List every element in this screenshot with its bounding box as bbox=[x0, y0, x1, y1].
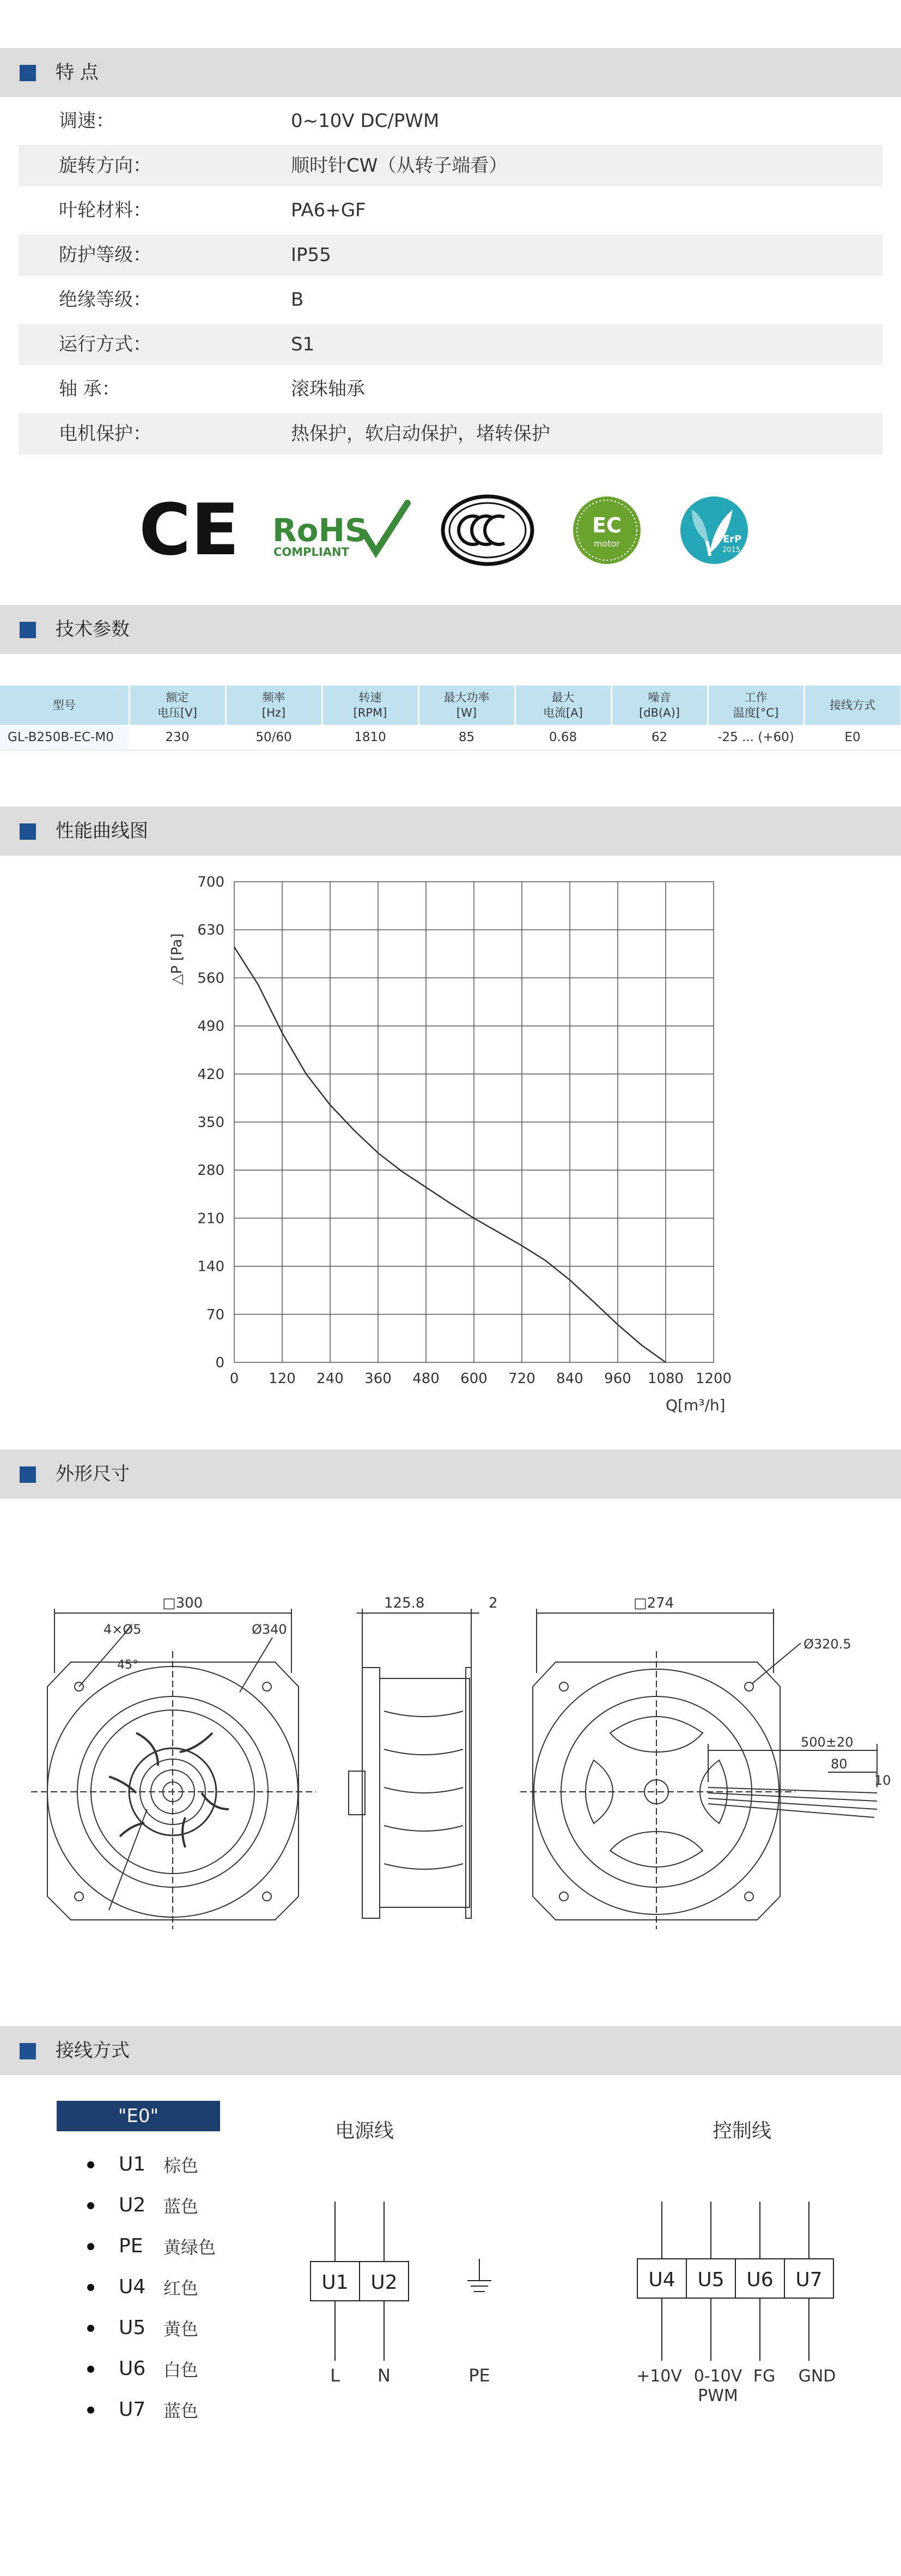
spec-cell: 230 bbox=[129, 725, 226, 750]
svg-text:2015: 2015 bbox=[722, 546, 741, 554]
terminal-label: U4 bbox=[648, 2269, 675, 2291]
svg-text:ErP: ErP bbox=[723, 534, 742, 545]
section-marker bbox=[20, 622, 36, 638]
feature-value: B bbox=[291, 289, 304, 311]
table-row bbox=[0, 725, 901, 750]
spec-header-temperature: 工作 温度[°C] bbox=[708, 686, 804, 725]
rear-view bbox=[520, 1595, 891, 1929]
rohs-logo bbox=[272, 503, 407, 559]
spec-cell: 62 bbox=[611, 725, 708, 750]
spec-header-current: 最大 电流[A] bbox=[515, 686, 611, 725]
section-marker bbox=[20, 65, 36, 81]
wire-end-label: FG bbox=[753, 2367, 776, 2386]
chart-x-tick-label: 840 bbox=[556, 1371, 583, 1387]
feature-label: 旋转方向： bbox=[59, 155, 151, 177]
front-view bbox=[31, 1595, 316, 1929]
chart-series-line bbox=[234, 947, 666, 1362]
spec-header-row bbox=[0, 686, 901, 725]
feature-value: 滚珠轴承 bbox=[291, 378, 365, 400]
chart-x-tick-label: 960 bbox=[604, 1371, 631, 1387]
ground-icon bbox=[467, 2259, 491, 2292]
chart-x-tick-label: 1200 bbox=[695, 1371, 732, 1387]
section-title: 外形尺寸 bbox=[56, 1463, 130, 1485]
dim-strip-length: 80 bbox=[831, 1756, 848, 1772]
dim-holes: 4×Ø5 bbox=[104, 1622, 142, 1637]
spec-header-power: 最大功率 [W] bbox=[418, 686, 515, 725]
section-header-wiring bbox=[0, 2026, 901, 2075]
dim-front-width: □300 bbox=[162, 1595, 203, 1611]
wire-color: 黄色 bbox=[163, 2319, 199, 2339]
wire-code: U2 bbox=[119, 2194, 146, 2216]
svg-text:EC: EC bbox=[592, 513, 622, 537]
chart-x-tick-label: 240 bbox=[316, 1371, 344, 1387]
chart-y-axis-label: △P [Pa] bbox=[169, 933, 185, 985]
chart-x-axis-label: Q[m³/h] bbox=[666, 1396, 726, 1414]
chart-y-tick-label: 140 bbox=[197, 1258, 224, 1275]
section-title: 技术参数 bbox=[56, 619, 130, 640]
dim-angle: 45° bbox=[117, 1658, 138, 1672]
section-header-features bbox=[0, 48, 901, 97]
dim-diameter: Ø340 bbox=[252, 1622, 287, 1637]
feature-label: 电机保护： bbox=[59, 423, 151, 445]
chart-grid bbox=[234, 882, 714, 1362]
dim-side-offset: 2 bbox=[489, 1595, 498, 1611]
feature-value: PA6+GF bbox=[291, 199, 366, 221]
feature-row bbox=[19, 234, 882, 276]
chart-y-tick-label: 0 bbox=[215, 1355, 224, 1371]
feature-row bbox=[19, 100, 882, 142]
chart-x-tick-label: 120 bbox=[269, 1371, 296, 1387]
svg-text:CE: CE bbox=[139, 488, 240, 571]
wire-color: 红色 bbox=[163, 2278, 199, 2299]
feature-value: IP55 bbox=[291, 244, 331, 266]
svg-text:motor: motor bbox=[593, 538, 620, 549]
control-terminal-block bbox=[636, 2202, 836, 2405]
terminal-label: U2 bbox=[370, 2271, 398, 2294]
chart-ticks bbox=[197, 874, 732, 1387]
svg-text:RoHS: RoHS bbox=[272, 512, 368, 549]
ccc-logo bbox=[443, 496, 532, 564]
chart-y-tick-label: 700 bbox=[197, 874, 224, 890]
wire-color: 蓝色 bbox=[163, 2196, 199, 2217]
wire-color: 棕色 bbox=[163, 2155, 199, 2176]
chart-x-tick-label: 1080 bbox=[647, 1371, 684, 1387]
feature-value: S1 bbox=[291, 334, 315, 355]
feature-row bbox=[19, 413, 882, 454]
spec-cell: 1810 bbox=[322, 725, 418, 750]
feature-value: 热保护，软启动保护，堵转保护 bbox=[291, 423, 550, 445]
spec-table bbox=[0, 686, 901, 750]
section-title: 特 点 bbox=[56, 62, 99, 83]
feature-row bbox=[19, 324, 882, 365]
dim-strip-end: 10 bbox=[874, 1773, 891, 1788]
spec-header-speed: 转速 [RPM] bbox=[322, 686, 418, 725]
chart-y-tick-label: 280 bbox=[197, 1162, 224, 1179]
feature-label: 防护等级： bbox=[59, 244, 151, 266]
feature-label: 运行方式： bbox=[59, 334, 151, 355]
feature-label: 轴 承： bbox=[59, 378, 120, 400]
power-terminal-block bbox=[311, 2202, 409, 2386]
feature-row bbox=[19, 279, 882, 320]
dim-side-depth: 125.8 bbox=[384, 1595, 425, 1611]
dim-cable-length: 500±20 bbox=[801, 1735, 854, 1750]
section-marker bbox=[20, 1466, 36, 1483]
wire-color: 蓝色 bbox=[163, 2401, 199, 2421]
erp-logo bbox=[680, 496, 748, 564]
feature-label: 叶轮材料： bbox=[59, 199, 151, 221]
dim-rear-diameter: Ø320.5 bbox=[803, 1636, 851, 1652]
chart-y-tick-label: 210 bbox=[197, 1210, 224, 1227]
wire-end-label: +10V bbox=[636, 2367, 682, 2386]
side-view bbox=[349, 1595, 498, 1918]
section-marker bbox=[20, 823, 36, 840]
spec-header-voltage: 额定 电压[V] bbox=[129, 686, 226, 725]
terminal-label: U6 bbox=[746, 2269, 774, 2291]
dim-rear-width: □274 bbox=[634, 1595, 674, 1611]
wire-code: PE bbox=[119, 2235, 143, 2257]
wire-code: U6 bbox=[119, 2357, 146, 2380]
wire-end-label: PWM bbox=[698, 2386, 738, 2405]
wiring-mode-badge: "E0" bbox=[57, 2101, 220, 2131]
chart-x-tick-label: 0 bbox=[229, 1371, 239, 1387]
feature-row bbox=[19, 145, 882, 186]
section-header-tech bbox=[0, 605, 901, 654]
feature-value: 0~10V DC/PWM bbox=[291, 110, 440, 132]
chart-x-tick-label: 480 bbox=[412, 1371, 440, 1387]
chart-y-tick-label: 630 bbox=[197, 922, 224, 939]
feature-label: 绝缘等级： bbox=[59, 289, 151, 311]
spec-header-wiring: 接线方式 bbox=[804, 686, 901, 725]
terminal-label: U5 bbox=[697, 2269, 725, 2291]
certification-logos bbox=[0, 488, 901, 575]
chart-y-tick-label: 490 bbox=[197, 1018, 224, 1035]
section-header-dimensions bbox=[0, 1450, 901, 1499]
spec-header-noise: 噪音 [dB(A)] bbox=[611, 686, 708, 725]
section-title: 性能曲线图 bbox=[56, 820, 148, 842]
terminal-label: U7 bbox=[795, 2269, 823, 2291]
wire-end-label: GND bbox=[798, 2367, 836, 2386]
svg-text:COMPLIANT: COMPLIANT bbox=[273, 545, 349, 559]
wire-color: 黄绿色 bbox=[163, 2237, 216, 2258]
chart-y-tick-label: 420 bbox=[197, 1066, 224, 1083]
terminal-label: U1 bbox=[321, 2271, 349, 2294]
spec-header-model: 型号 bbox=[0, 686, 129, 725]
ec-motor-logo bbox=[573, 496, 641, 564]
section-header-curve bbox=[0, 807, 901, 856]
section-marker bbox=[20, 2043, 36, 2059]
chart-y-tick-label: 70 bbox=[206, 1306, 224, 1323]
spec-cell: E0 bbox=[804, 725, 901, 750]
section-title: 接线方式 bbox=[56, 2040, 130, 2062]
spec-header-frequency: 频率 [Hz] bbox=[226, 686, 322, 725]
wire-color: 白色 bbox=[163, 2360, 199, 2380]
feature-row bbox=[19, 368, 882, 410]
feature-label: 调速： bbox=[59, 110, 114, 132]
chart-x-tick-label: 600 bbox=[460, 1371, 488, 1387]
power-line-title: 电源线 bbox=[335, 2120, 394, 2142]
dimension-drawing bbox=[0, 1504, 901, 1929]
spec-cell: 0.68 bbox=[515, 725, 611, 750]
chart-y-tick-label: 560 bbox=[197, 970, 224, 987]
feature-row bbox=[19, 190, 882, 231]
spec-cell: 85 bbox=[418, 725, 515, 750]
chart-x-tick-label: 720 bbox=[508, 1371, 535, 1387]
wire-end-label: N bbox=[378, 2365, 391, 2386]
wire-end-label: L bbox=[330, 2365, 340, 2386]
wire-end-label: 0-10V bbox=[693, 2367, 742, 2386]
spec-cell: -25 ... (+60) bbox=[708, 725, 804, 750]
performance-chart bbox=[0, 850, 901, 1439]
wire-code: U4 bbox=[119, 2276, 146, 2298]
wire-code: U1 bbox=[119, 2153, 146, 2175]
spec-cell: GL-B250B-EC-M0 bbox=[0, 725, 129, 750]
spec-cell: 50/60 bbox=[226, 725, 322, 750]
wiring-diagram bbox=[0, 2104, 901, 2430]
control-line-title: 控制线 bbox=[713, 2120, 772, 2142]
feature-value: 顺时针CW（从转子端看） bbox=[291, 155, 508, 177]
chart-y-tick-label: 350 bbox=[197, 1114, 224, 1131]
chart-x-tick-label: 360 bbox=[364, 1371, 392, 1387]
wire-end-label: PE bbox=[468, 2365, 490, 2386]
wire-code: U5 bbox=[119, 2317, 146, 2339]
ce-logo bbox=[139, 488, 239, 571]
wire-code: U7 bbox=[119, 2398, 146, 2421]
